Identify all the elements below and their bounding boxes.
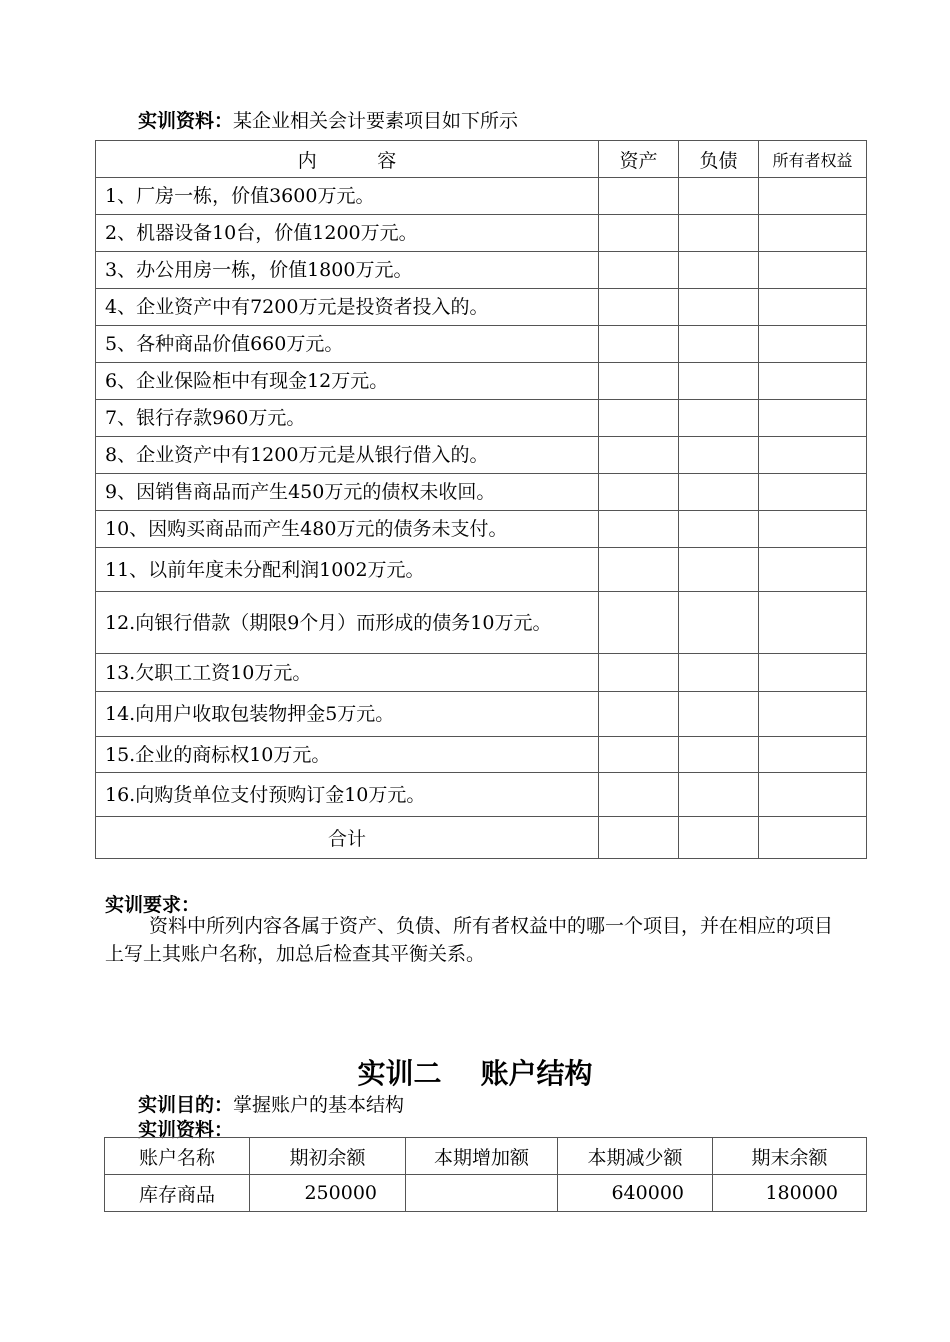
equity-cell[interactable] [759,654,867,692]
table-row [96,215,867,252]
header-opening-balance: 期初余额 [250,1138,406,1175]
liability-cell[interactable] [679,654,759,692]
equity-cell[interactable] [759,363,867,400]
section2-material-label: 实训资料： [138,1119,234,1141]
row-content: 14.向用户收取包装物押金5万元。 [96,692,599,737]
asset-cell[interactable] [599,654,679,692]
asset-cell[interactable] [599,215,679,252]
row-content: 16.向购货单位支付预购订金10万元。 [96,773,599,817]
closing-balance-cell: 180000 [713,1175,867,1212]
table-row [96,178,867,215]
requirement-title: 实训要求： [105,894,201,916]
table-row [96,437,867,474]
liability-cell[interactable] [679,474,759,511]
row-content: 5、各种商品价值660万元。 [96,326,599,363]
liability-cell[interactable] [679,592,759,654]
row-content: 12.向银行借款（期限9个月）而形成的债务10万元。 [96,592,599,654]
equity-cell[interactable] [759,178,867,215]
liability-cell[interactable] [679,178,759,215]
table-row [96,289,867,326]
row-content: 15.企业的商标权10万元。 [96,737,599,773]
table-row [105,1175,867,1212]
increase-cell[interactable] [406,1175,558,1212]
liability-cell[interactable] [679,215,759,252]
header-content: 内 容 [96,141,599,178]
row-content: 8、企业资产中有1200万元是从银行借入的。 [96,437,599,474]
requirement-text: 资料中所列内容各属于资产、负债、所有者权益中的哪一个项目，并在相应的项目上写上其账户名称，加总后检查其平衡关系。 [105,915,834,965]
row-content: 13.欠职工工资10万元。 [96,654,599,692]
row-content: 4、企业资产中有7200万元是投资者投入的。 [96,289,599,326]
equity-cell[interactable] [759,737,867,773]
row-content: 1、厂房一栋，价值3600万元。 [96,178,599,215]
row-content: 2、机器设备10台，价值1200万元。 [96,215,599,252]
header-owners-equity: 所有者权益 [759,141,867,178]
table-row [96,400,867,437]
header-decrease: 本期减少额 [558,1138,713,1175]
asset-cell[interactable] [599,548,679,592]
row-content: 10、因购买商品而产生480万元的债务未支付。 [96,511,599,548]
asset-cell[interactable] [599,437,679,474]
equity-cell[interactable] [759,592,867,654]
table-row [96,252,867,289]
table-row [96,773,867,817]
table-row [96,474,867,511]
equity-cell[interactable] [759,474,867,511]
asset-cell[interactable] [599,178,679,215]
asset-total-cell[interactable] [599,817,679,859]
accounting-elements-table [95,140,867,859]
equity-cell[interactable] [759,326,867,363]
equity-cell[interactable] [759,511,867,548]
table-row [96,548,867,592]
liability-cell[interactable] [679,773,759,817]
asset-cell[interactable] [599,737,679,773]
table-header-row [105,1138,867,1175]
equity-cell[interactable] [759,215,867,252]
account-structure-table [104,1137,867,1212]
liability-cell[interactable] [679,363,759,400]
equity-cell[interactable] [759,400,867,437]
equity-cell[interactable] [759,773,867,817]
asset-cell[interactable] [599,474,679,511]
header-liabilities: 负债 [679,141,759,178]
account-name-cell: 库存商品 [105,1175,250,1212]
table-row [96,692,867,737]
row-content: 9、因销售商品而产生450万元的债权未收回。 [96,474,599,511]
equity-cell[interactable] [759,252,867,289]
opening-balance-cell: 250000 [250,1175,406,1212]
liability-cell[interactable] [679,737,759,773]
table-row [96,363,867,400]
table-row [96,326,867,363]
liability-cell[interactable] [679,437,759,474]
row-content: 7、银行存款960万元。 [96,400,599,437]
liability-cell[interactable] [679,252,759,289]
equity-cell[interactable] [759,437,867,474]
table-row [96,592,867,654]
asset-cell[interactable] [599,511,679,548]
asset-cell[interactable] [599,400,679,437]
decrease-cell: 640000 [558,1175,713,1212]
table-header-row [96,141,867,178]
equity-cell[interactable] [759,692,867,737]
liability-cell[interactable] [679,511,759,548]
header-increase: 本期增加额 [406,1138,558,1175]
equity-total-cell[interactable] [759,817,867,859]
liability-cell[interactable] [679,692,759,737]
table-row [96,511,867,548]
section2-goal [138,1090,404,1117]
liability-cell[interactable] [679,326,759,363]
goal-text: 掌握账户的基本结构 [233,1094,405,1116]
goal-label: 实训目的： [138,1094,234,1116]
total-row [96,817,867,859]
asset-cell[interactable] [599,252,679,289]
intro-text: 某企业相关会计要素项目如下所示 [233,110,519,132]
header-closing-balance: 期末余额 [713,1138,867,1175]
row-content: 6、企业保险柜中有现金12万元。 [96,363,599,400]
row-content: 11、以前年度未分配利润1002万元。 [96,548,599,592]
total-label: 合计 [96,817,599,859]
liability-cell[interactable] [679,548,759,592]
equity-cell[interactable] [759,548,867,592]
intro-line [138,106,518,133]
header-account-name: 账户名称 [105,1138,250,1175]
liability-cell[interactable] [679,400,759,437]
asset-cell[interactable] [599,326,679,363]
intro-label: 实训资料： [138,110,234,132]
asset-cell[interactable] [599,289,679,326]
asset-cell[interactable] [599,773,679,817]
table-row [96,654,867,692]
liability-total-cell[interactable] [679,817,759,859]
section2-title: 实训二 账户结构 [357,1057,593,1090]
liability-cell[interactable] [679,289,759,326]
asset-cell[interactable] [599,363,679,400]
table-row [96,737,867,773]
row-content: 3、办公用房一栋，价值1800万元。 [96,252,599,289]
asset-cell[interactable] [599,692,679,737]
asset-cell[interactable] [599,592,679,654]
header-assets: 资产 [599,141,679,178]
equity-cell[interactable] [759,289,867,326]
